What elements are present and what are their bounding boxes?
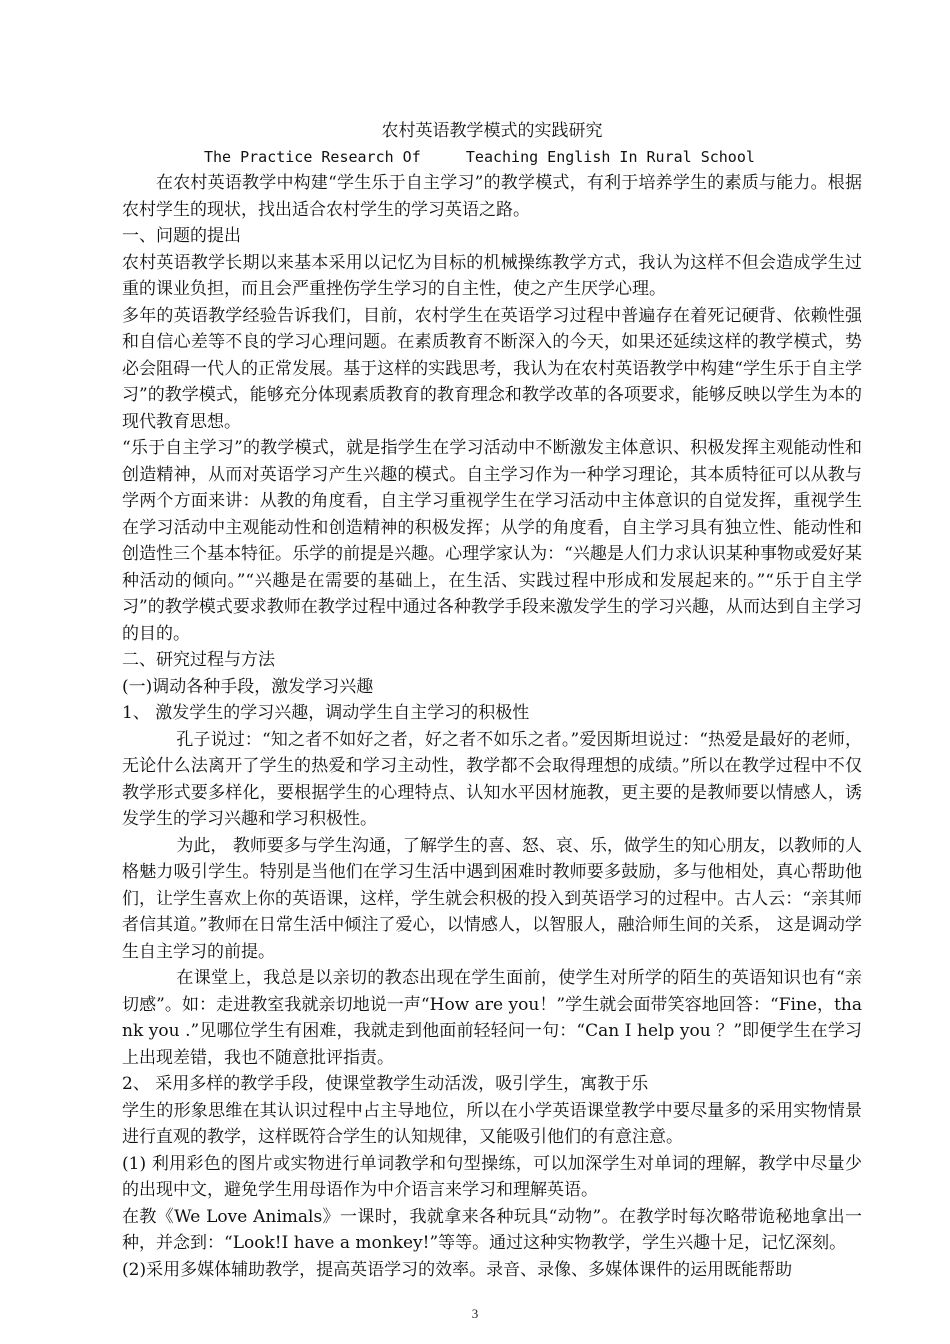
paragraph-list <box>122 170 862 1283</box>
paragraph: 为此， 教师要多与学生沟通，了解学生的喜、怒、哀、乐，做学生的知心朋友，以教师的人格魅力吸引学生。特别是当他们在学习生活中遇到困难时教师要多鼓励，多与他相处，真心帮助他们，让学生喜欢上你的英语课，这样，学生就会积极的投入到英语学习的过程中。古人云：“亲其师者信其道。”教师在日常生活中倾注了爱心，以情感人，以智服人，融洽师生间的关系， 这是调动学生自主学习的前提。 <box>122 835 862 962</box>
paragraph: 孔子说过：“知之者不如好之者，好之者不如乐之者。”爱因斯坦说过：“热爱是最好的老师，无论什么法离开了学生的热爱和学习主动性，教学都不会取得理想的成绩。”所以在教学过程中不仅教学形式要多样化，要根据学生的心理特点、认知水平因材施教，更主要的是教师要以情感人，诱发学生的学习兴趣和学习积极性。 <box>122 729 862 829</box>
page-number: 3 <box>471 1306 479 1321</box>
section-heading: 1、 激发学生的学习兴趣，调动学生自主学习的积极性 <box>122 703 530 723</box>
paragraph: 在课堂上，我总是以亲切的教态出现在学生面前，使学生对所学的陌生的英语知识也有“亲切感”。如：走进教室我就亲切地说一声“How are you！”学生就会面带笑容地回答：“Fine，thank you .”见哪位学生有困难，我就走到他面前轻轻问一句：“Can I help you ？”即便学生在学习上出现差错，我也不随意批评指责。 <box>122 968 862 1068</box>
section-heading: 一、问题的提出 <box>122 226 241 246</box>
paragraph: “乐于自主学习”的教学模式，就是指学生在学习活动中不断激发主体意识、积极发挥主观能动性和创造精神，从而对英语学习产生兴趣的模式。自主学习作为一种学习理论，其本质特征可以从教与学两个方面来讲：从教的角度看，自主学习重视学生在学习活动中主体意识的自觉发挥，重视学生在学习活动中主观能动性和创造精神的积极发挥；从学的角度看，自主学习具有独立性、能动性和创造性三个基本特征。乐学的前提是兴趣。心理学家认为：“兴趣是人们力求认识某种事物或爱好某种活动的倾向。”“兴趣是在需要的基础上，在生活、实践过程中形成和发展起来的。”“乐于自主学习”的教学模式要求教师在教学过程中通过各种教学手段来激发学生的学习兴趣，从而达到自主学习的目的。 <box>122 438 862 644</box>
section-heading: 二、研究过程与方法 <box>122 650 275 670</box>
paragraph: (2)采用多媒体辅助教学，提高英语学习的效率。录音、录像、多媒体课件的运用既能帮助 <box>122 1259 793 1280</box>
paragraph: 多年的英语教学经验告诉我们，目前，农村学生在英语学习过程中普遍存在着死记硬背、依赖性强和自信心差等不良的学习心理问题。在素质教育不断深入的今天，如果还延续这样的教学模式，势必会阻碍一代人的正常发展。基于这样的实践思考，我认为在农村英语教学中构建“学生乐于自主学习”的教学模式，能够充分体现素质教育的教育理念和教学改革的各项要求，能够反映以学生为本的现代教育思想。 <box>122 305 862 432</box>
paragraph: 在教《We Love Animals》一课时，我就拿来各种玩具“动物”。在教学时每次略带诡秘地拿出一种，并念到：“Look!I have a monkey!”等等。通过这种实物教学，学生兴趣十足，记忆深刻。 <box>122 1206 862 1253</box>
document-body <box>122 118 862 1283</box>
section-heading: 2、 采用多样的教学手段，使课堂教学生动活泼，吸引学生，寓教于乐 <box>122 1074 649 1094</box>
paragraph: 学生的形象思维在其认识过程中占主导地位，所以在小学英语课堂教学中要尽量多的采用实物情景进行直观的教学，这样既符合学生的认知规律，又能吸引他们的有意注意。 <box>122 1100 862 1147</box>
document-title: 农村英语教学模式的实践研究 <box>381 121 603 141</box>
paragraph: 农村英语教学长期以来基本采用以记忆为目标的机械操练教学方式，我认为这样不但会造成学生过重的课业负担，而且会严重挫伤学生学习的自主性，使之产生厌学心理。 <box>122 252 862 299</box>
document-subtitle: The Practice Research Of Teaching English In Rural School <box>204 148 755 166</box>
paragraph: 在农村英语教学中构建“学生乐于自主学习”的教学模式，有利于培养学生的素质与能力。根据农村学生的现状，找出适合农村学生的学习英语之路。 <box>122 173 862 220</box>
section-heading: (一)调动各种手段，激发学习兴趣 <box>122 676 374 697</box>
paragraph: (1) 利用彩色的图片或实物进行单词教学和句型操练，可以加深学生对单词的理解，教学中尽量少的出现中文，避免学生用母语作为中介语言来学习和理解英语。 <box>122 1153 862 1200</box>
